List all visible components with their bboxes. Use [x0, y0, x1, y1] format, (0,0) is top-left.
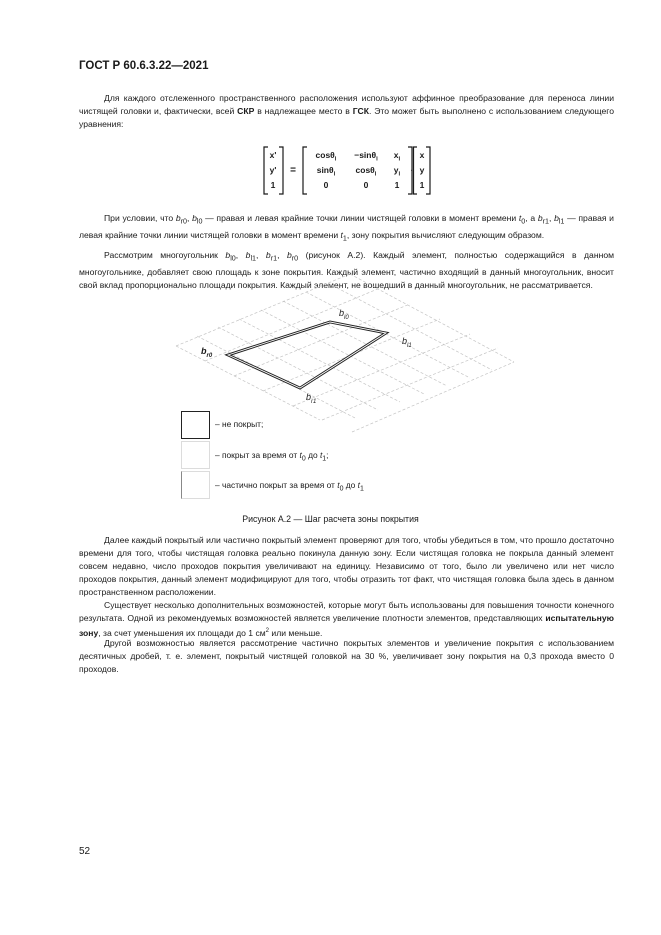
text: Рассмотрим многоугольник	[104, 250, 226, 260]
var: b	[192, 213, 197, 223]
rhs-x: x	[419, 150, 425, 160]
sub: l1	[250, 254, 257, 263]
legend-swatch-covered	[181, 441, 210, 469]
text: ,	[187, 213, 193, 223]
var: b	[402, 336, 408, 346]
term-skr: СКР	[237, 106, 255, 116]
matrix-cell: $y_i$	[393, 165, 401, 178]
subscript: i	[334, 156, 337, 163]
sub: r1	[270, 254, 278, 263]
sub: 1	[322, 455, 327, 463]
var: t	[299, 450, 302, 460]
var: t	[319, 450, 323, 460]
page-number: 52	[79, 846, 91, 857]
legend-label-covered	[215, 450, 329, 463]
text: до	[343, 480, 358, 490]
var: b	[306, 392, 312, 402]
figure-caption: Рисунок А.2 — Шаг расчета зоны покрытия	[242, 514, 419, 524]
text: ,	[548, 213, 555, 223]
document-header: ГОСТ Р 60.6.3.22—2021	[79, 60, 209, 72]
intro-text: в надлежащее место в	[254, 106, 353, 116]
text: ,	[277, 250, 287, 260]
text: , а	[525, 213, 538, 223]
lhs-y: y'	[269, 165, 277, 175]
matrix-cell: −sinθ$_i$	[354, 150, 378, 163]
matrix-cell: 0	[363, 180, 369, 190]
var: b	[286, 250, 292, 260]
sub: r1	[311, 398, 317, 405]
intro-text: Для каждого отслеженного пространственного расположения используют аффинное преобразование для переноса линии чистящей головки и, фактически, всей	[79, 93, 614, 116]
coverage-polygon-inner	[228, 322, 386, 388]
var: b	[225, 250, 231, 260]
text: Далее каждый покрытый или частично покрытый элемент проверяют для того, чтобы убедиться в том, что прошло достаточно времени для того, чтобы чистящая головка реально покинула данную зону. Если чистящая головка не покрыла данный элемент совсем недавно, число проходов покрытия увеличивают на единицу. Независимо от того, было ли увеличено или нет число проходов покрытия, данный элемент модифицируют для того, чтобы отразить тот факт, что чистящая головка была здесь в данном пространственном расположении.	[79, 535, 614, 597]
text: , зону покрытия вычисляют следующим образом.	[346, 229, 545, 240]
sub: l0	[230, 254, 236, 263]
sup: 2	[265, 628, 270, 634]
sub: l1	[558, 217, 565, 226]
sub: r0	[180, 217, 188, 226]
intro-text: . Это может быть выполнено с использованием следующего уравнения:	[79, 106, 614, 129]
legend-swatch-partial	[181, 471, 210, 499]
sub: 0	[521, 217, 526, 226]
text: ,	[256, 250, 266, 260]
body-paragraph-1	[79, 534, 614, 599]
var: b	[339, 308, 345, 318]
text: — правая и левая крайние точки линии чистящей головки в момент времени	[202, 213, 519, 223]
text: Другой возможностью является рассмотрение частично покрытых элементов и увеличение покрытия с использованием десятичных дробей, т. е. элемент, покрытый чистящей головкой на 30 %, увеличивает зону покрытия на 0,3 прохода вместо 0 проходов.	[79, 638, 614, 674]
matrix-cell: 0	[323, 180, 329, 190]
var: b	[201, 346, 207, 356]
var: b	[175, 213, 181, 223]
sub: 1	[359, 485, 364, 493]
matrix-cell: sinθ$_i$	[316, 165, 336, 178]
subscript: i	[376, 156, 378, 163]
sub: l0	[196, 217, 203, 226]
sub: 0	[339, 485, 344, 493]
text: ,	[235, 250, 246, 260]
term-gsk: ГСК	[352, 106, 369, 116]
matrix-cell: cosθ$_i$	[355, 165, 377, 178]
matrix-cell: $x_i$	[393, 150, 401, 163]
var: t	[357, 480, 360, 490]
text: (рисунок А.2). Каждый элемент, полностью содержащийся в данном многоугольнике, добавляет свою площадь к зоне покрытия. Каждый элемент, частично входящий в данный многоугольник, вносит свой вклад пропорционально площади покрытия. Каждый элемент, не вошедший в данный многоугольник, не рассматривается.	[79, 250, 615, 290]
sub: l0	[344, 314, 349, 321]
var: t	[337, 480, 340, 490]
coverage-polygon	[228, 322, 386, 388]
dot-operator: ·	[410, 165, 414, 175]
text: При условии, что	[104, 213, 176, 223]
matrix-cell: cosθ$_i$	[315, 150, 337, 163]
text: ;	[326, 450, 329, 460]
text: или меньше.	[269, 627, 323, 638]
subscript: i	[333, 171, 336, 178]
var: t	[340, 229, 343, 240]
lhs-x: x'	[269, 150, 277, 160]
var: b	[245, 250, 251, 260]
sub: 0	[301, 455, 306, 463]
var: t	[518, 213, 522, 223]
label-bl0	[339, 308, 349, 321]
var: b	[265, 250, 271, 260]
subscript: i	[398, 156, 401, 163]
body-paragraph-2	[79, 599, 614, 640]
var: b	[554, 213, 559, 223]
equals-sign: =	[290, 165, 296, 176]
label-bl1	[402, 336, 412, 349]
subscript: i	[374, 171, 377, 178]
rhs-y: y	[419, 165, 425, 175]
label-br0	[201, 346, 212, 359]
subscript: i	[398, 171, 401, 178]
sub: 1	[342, 234, 347, 243]
legend-swatch-uncovered	[181, 411, 210, 439]
label-br1	[306, 392, 316, 405]
text: Существует несколько дополнительных возможностей, которые могут быть использованы для повышения точности конечного результата. Одной из рекомендуемых возможностей является увеличение плотности элементов, представляющих	[79, 600, 614, 623]
sub: l1	[407, 342, 412, 349]
legend-label-uncovered: – не покрыт;	[215, 419, 264, 429]
body-paragraph-3	[79, 637, 614, 676]
sub: r0	[291, 254, 299, 263]
legend-label-partial	[215, 480, 364, 493]
text: – частично покрыт за время от	[215, 480, 338, 490]
term-test-zone: испытательную зону	[79, 613, 614, 638]
var: b	[537, 213, 543, 223]
text: до	[305, 450, 320, 460]
sub: r1	[542, 217, 549, 226]
text: – покрыт за время от	[215, 450, 300, 460]
lhs-one: 1	[270, 180, 276, 190]
grid-lines	[176, 274, 514, 432]
rhs-one: 1	[419, 180, 425, 190]
sub: r0	[206, 352, 213, 359]
text: , за счет уменьшения их площади до 1 см	[98, 627, 266, 638]
matrix-cell: 1	[394, 180, 400, 190]
text: — правая и левая крайние точки линии чистящей головки в момент времени	[79, 213, 614, 240]
